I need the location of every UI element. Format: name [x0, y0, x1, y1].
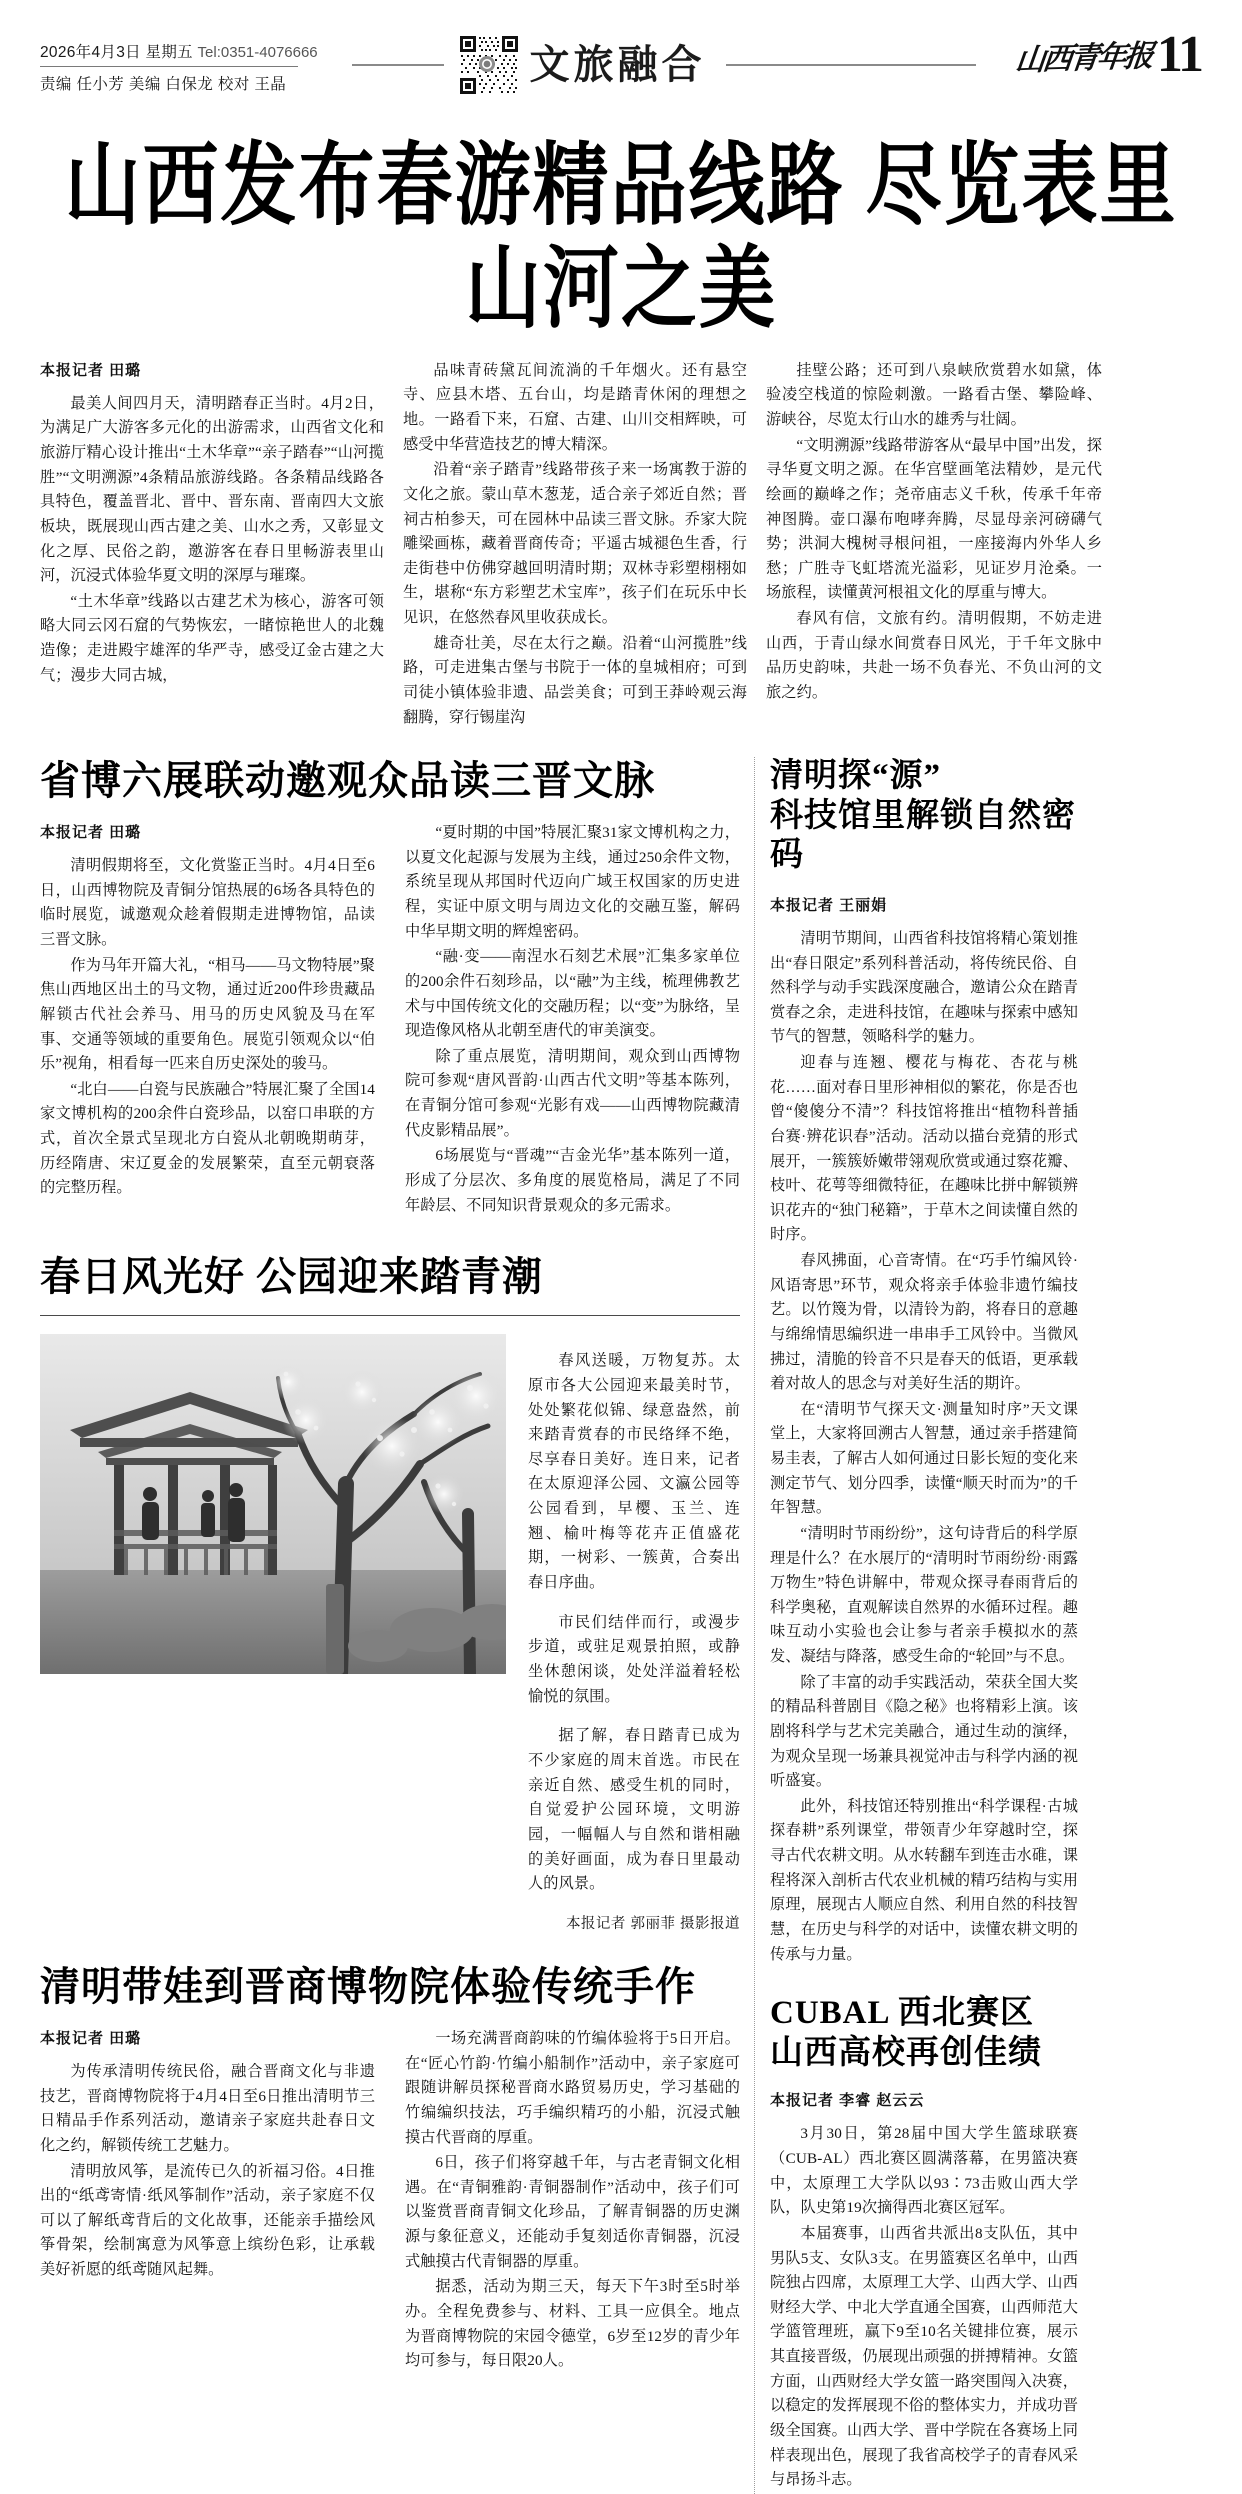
- lead-column-3: [766, 359, 1102, 731]
- page-number: 11: [1156, 26, 1202, 83]
- science-paragraph: 春风拂面，心音寄情。在“巧手竹编风铃·风语寄思”环节，观众将亲手体验非遗竹编技艺。以竹篾为骨，以清铃为韵，将春日的意趣与绵绵情思编织进一串串手工风铃中。当微风拂过，清脆的铃音不只是春天的低语，更承载着对故人的思念与对美好生活的期许。: [770, 1252, 1078, 1393]
- cubal-paragraph: 本届赛事，山西省共派出8支队伍，其中男队5支、女队3支。在男篮赛区名单中，山西院独占四席，太原理工大学、山西大学、山西财经大学、中北大学直通全国赛，山西师范大学篮管理班，赢下9至10名关键排位赛，展示其直接晋级，仍展现出顽强的拼搏精神。女篮方面，山西财经大学女篮一路突围闯入决赛，以稳定的发挥展现不俗的整体实力，并成功晋级全国赛。山西大学、晋中学院在各赛场上同样表现出色，展现了我省高校学子的青春风采与昂扬斗志。: [770, 2224, 1078, 2489]
- qr-code-icon[interactable]: [458, 34, 520, 96]
- jinshang-column-2: [405, 2027, 740, 2375]
- section-title: 文旅融合: [529, 42, 706, 87]
- science-paragraph: “清明时节雨纷纷”，这句诗背后的科学原理是什么？在水展厅的“清明时节雨纷纷·雨露万物生”特色讲解中，带观众探寻春雨背后的科学奥秘，直观解读自然界的水循环过程。趣味互动小实验也会让参与者亲手模拟水的蒸发、凝结与降落，感受生命的“轮回”与不息。: [770, 1524, 1078, 1666]
- lower-body: [40, 757, 1202, 2494]
- jinshang-article: [40, 1963, 740, 2375]
- banner-rule-left: [352, 64, 444, 66]
- lead-headline: 山西发布春游精品线路 尽览表里山河之美: [64, 137, 1178, 340]
- jinshang-byline: 本报记者 田璐: [40, 2030, 142, 2048]
- cubal-article: [770, 1994, 1078, 2493]
- masthead-left: [40, 30, 340, 94]
- jinshang-headline: 清明带娃到晋商博物院体验传统手作: [40, 1964, 696, 2010]
- right-column: [770, 757, 1078, 2494]
- museum-column-2: [405, 821, 740, 1219]
- lead-paragraph: 雄奇壮美，尽在太行之巅。沿着“山河揽胜”线路，可走进集古堡与书院于一体的皇城相府；可到司徒小镇体验非遗、品尝美食；可到王莽岭观云海翻腾，穿行锡崖沟: [403, 634, 747, 726]
- museum-paragraph: 除了重点展览，清明期间，观众到山西博物院可参观“唐风晋韵·山西古代文明”等基本陈列，在青铜分馆可参观“光影有戏——山西博物院藏清代皮影精品展”。: [405, 1047, 740, 1139]
- lead-paragraph: 最美人间四月天，清明踏春正当时。4月2日，为满足广大游客多元化的出游需求，山西省文化和旅游厅精心设计推出“土木华章”“亲子踏春”“山河揽胜”“文明溯源”4条精品旅游线路。各条精品线路各具特色，覆盖晋北、晋中、晋东南、晋南四大文旅板块，既展现山西古建之美、山水之秀，又彰显文化之厚、民俗之韵，邀游客在春日里畅游表里山河，沉浸式体验华夏文明的深厚与璀璨。: [40, 394, 384, 585]
- lead-paragraph: “土木华章”线路以古建艺术为核心，游客可领略大同云冈石窟的气势恢宏，一睹惊艳世人的北魏造像；走进殿宇雄浑的华严寺，感受辽金古建之大气；漫步大同古城，: [40, 592, 384, 684]
- museum-paragraph: 作为马年开篇大礼，“相马——马文物特展”聚焦山西地区出土的马文物，通过近200件珍贵藏品解锁古代社会养马、用马的历史风貌及马在军事、交通等领域的重要角色。展览引领观众以“伯乐”视角，相看每一匹来自历史深处的骏马。: [40, 956, 375, 1073]
- lead-paragraph: 春风有信，文旅有约。清明假期，不妨走进山西，于青山绿水间赏春日风光，于千年文脉中品历史韵味，共赴一场不负春光、不负山河的文旅之约。: [766, 610, 1102, 701]
- jinshang-paragraph: 清明放风筝，是流传已久的祈福习俗。4日推出的“纸鸢寄情·纸风筝制作”活动，亲子家庭不仅可以了解纸鸢背后的文化故事，还能亲手描绘风筝骨架，绘制寓意为风筝意上缤纷色彩，让承载美好祈愿的纸鸢随风起舞。: [40, 2162, 375, 2279]
- cubal-headline-line1: CUBAL 西北赛区: [770, 1995, 1034, 2032]
- editorial-credits: 责编 任小芳 美编 白保龙 校对 王晶: [40, 76, 287, 93]
- masthead: [40, 0, 1202, 108]
- science-article: [770, 757, 1078, 1967]
- lead-byline: 本报记者 田璐: [40, 361, 142, 379]
- lead-column-2: [403, 359, 747, 731]
- museum-paragraph: “北白——白瓷与民族融合”特展汇聚了全国14家文博机构的200余件白瓷珍品，以窑口串联的方式，首次全景式呈现北方白瓷从北朝晚期萌芽，历经隋唐、宋辽夏金的发展繁荣，直至元朝衰落的完整历程。: [40, 1080, 375, 1197]
- museum-headline: 省博六展联动邀观众品读三晋文脉: [40, 758, 655, 804]
- jinshang-paragraph: 6日，孩子们将穿越千年，与古老青铜文化相遇。在“青铜雅韵·青铜器制作”活动中，孩子们可以鉴赏晋商青铜文化珍品，了解青铜器的历史渊源与象征意义，还能动手复刻适你青铜器，沉浸式触摸古代青铜器的厚重。: [405, 2154, 740, 2270]
- jinshang-paragraph: 为传承清明传统民俗，融合晋商文化与非遗技艺，晋商博物院将于4月4日至6日推出清明节三日精品手作系列活动，邀请亲子家庭共赴春日文化之约，解锁传统工艺魅力。: [40, 2063, 375, 2154]
- jinshang-paragraph: 一场充满晋商韵味的竹编体验将于5日开启。在“匠心竹韵·竹编小船制作”活动中，亲子家庭可跟随讲解员探秘晋商水路贸易历史，学习基础的竹编编织技法，巧手编织精巧的小船，沉浸式触摸古代晋商的厚重。: [405, 2030, 740, 2146]
- jinshang-paragraph: 据悉，活动为期三天，每天下午3时至5时举办。全程免费参与、材料、工具一应俱全。地点为晋商博物院的宋园令德堂，6岁至12岁的青少年均可参与，每日限20人。: [405, 2278, 740, 2370]
- lead-article: [40, 359, 1202, 731]
- masthead-divider: [40, 66, 298, 67]
- telephone: Tel:0351-4076666: [197, 44, 318, 61]
- lead-paragraph: 挂壁公路；还可到八泉峡欣赏碧水如黛，体验凌空栈道的惊险刺激。一路看古堡、攀险峰、游峡谷，尽览太行山水的雄秀与壮阔。: [766, 361, 1102, 429]
- park-photo: [40, 1334, 506, 1674]
- science-paragraph: 除了丰富的动手实践活动，荣获全国大奖的精品科普剧目《隐之秘》也将精彩上演。该剧将科学与艺术完美融合，通过生动的演绎，为观众呈现一场兼具视觉冲击与科学内涵的视听盛宴。: [770, 1673, 1078, 1790]
- jinshang-column-1: [40, 2027, 375, 2375]
- science-paragraph: 在“清明节气探天文·测量知时序”天文课堂上，大家将回溯古人智慧，通过亲手搭建简易圭表，了解古人如何通过日影长短的变化来测定节气、划分四季，读懂“顺天时而为”的千年智慧。: [770, 1400, 1078, 1517]
- cubal-headline-line2: 山西高校再创佳绩: [770, 2034, 1042, 2071]
- science-headline-line2: 科技馆里解锁自然密码: [770, 797, 1076, 874]
- park-article: [40, 1253, 740, 1933]
- column-separator: [754, 757, 756, 2494]
- masthead-right: [987, 26, 1202, 83]
- lead-paragraph: 品味青砖黛瓦间流淌的千年烟火。还有悬空寺、应县木塔、五台山，均是踏青休闲的理想之地。一路看下来，石窟、古建、山川交相辉映，可感受中华营造技艺的博大精深。: [403, 361, 747, 453]
- park-caption: 市民们结伴而行，或漫步步道，或驻足观景拍照，或静坐休憩闲谈，处处洋溢着轻松愉悦的氛围。: [528, 1613, 740, 1705]
- paper-logo: 山西青年报: [1013, 40, 1153, 78]
- museum-byline: 本报记者 田璐: [40, 824, 142, 842]
- science-headline-line1: 清明探“源”: [770, 758, 941, 795]
- science-paragraph: 清明节期间，山西省科技馆将精心策划推出“春日限定”系列科普活动，将传统民俗、自然科学与动手实践深度融合，邀请公众在踏青赏春之余，走进科技馆，在趣味与探索中感知节气的智慧，领略科学的魅力。: [770, 929, 1078, 1046]
- park-caption: 据了解，春日踏青已成为不少家庭的周末首选。市民在亲近自然、感受生机的同时，自觉爱护公园环境，文明游园，一幅幅人与自然和谐相融的美好画面，成为春日里最动人的风景。: [528, 1727, 740, 1893]
- park-rule: [40, 1315, 740, 1316]
- museum-paragraph: 6场展览与“晋魂”“吉金光华”基本陈列一道，形成了分层次、多角度的展览格局，满足了不同年龄层、不同知识背景观众的多元需求。: [405, 1147, 740, 1214]
- date-text: 2026年4月3日 星期五: [40, 44, 193, 61]
- museum-column-1: [40, 821, 375, 1219]
- lead-column-1: [40, 359, 384, 731]
- lead-paragraph: 沿着“亲子踏青”线路带孩子来一场寓教于游的文化之旅。蒙山草木葱茏，适合亲子郊近自然；晋祠古柏参天，可在园林中品读三晋文脉。乔家大院雕梁画栋，藏着晋商传奇；平遥古城褪色生香，行走街巷中仿佛穿越回明清时期；双林寺彩塑栩栩如生，堪称“东方彩塑艺术宝库”，孩子们在玩乐中长见识，在悠然春风里收获成长。: [403, 461, 747, 627]
- museum-article: [40, 757, 740, 1219]
- section-banner: [340, 30, 987, 96]
- park-caption: 春风送暖，万物复苏。太原市各大公园迎来最美时节，处处繁花似锦、绿意盎然，前来踏青赏春的市民络绎不绝，尽享春日美好。连日来，记者在太原迎泽公园、文瀛公园等公园看到，早樱、玉兰、连翘、榆叶梅等花卉正值盛花期，一树彩、一簇黄，合奏出春日序曲。: [528, 1352, 740, 1591]
- banner-rule-right: [726, 64, 976, 66]
- museum-paragraph: “融·变——南涅水石刻艺术展”汇集多家单位的200余件石刻珍品，以“融”为主线，梳理佛教艺术与中国传统文化的交融历程；以“变”为脉络，呈现造像风格从北朝至唐代的审美演变。: [405, 948, 740, 1040]
- park-photo-credit: 本报记者 郭丽菲 摄影报道: [565, 1916, 740, 1933]
- cubal-paragraph: 3月30日，第28届中国大学生篮球联赛（CUB-AL）西北赛区圆满落幕，在男篮决赛中，太原理工大学队以93∶73击败山西大学队，队史第19次摘得西北赛区冠军。: [770, 2125, 1078, 2217]
- lead-paragraph: “文明溯源”线路带游客从“最早中国”出发，探寻华夏文明之源。在华宫壁画笔法精妙，是元代绘画的巅峰之作；尧帝庙志义千秋，传承千年帝神图腾。壶口瀑布咆哮奔腾，尽显母亲河磅礴气势；洪洞大槐树寻根问祖，一座接海内外华人乡愁；广胜寺飞虹塔流光溢彩，见证岁月沧桑。一场旅程，读懂黄河根祖文化的厚重与博大。: [766, 436, 1102, 602]
- publication-date: [40, 40, 340, 62]
- science-paragraph: 此外，科技馆还特别推出“科学课程·古城探春耕”系列课堂，带领青少年穿越时空，探寻古代农耕文明。从水转翻车到连击水碓，课程将深入剖析古代农业机械的精巧结构与实用原理，展现古人顺应自然、利用自然的科技智慧，在历史与科学的对话中，读懂农耕文明的传承与力量。: [770, 1797, 1078, 1963]
- cubal-byline: 本报记者 李睿 赵云云: [770, 2092, 925, 2110]
- museum-paragraph: 清明假期将至，文化赏鉴正当时。4月4日至6日，山西博物院及青铜分馆热展的6场各具特色的临时展览，诚邀观众趁着假期走进博物馆，品读三晋文脉。: [40, 857, 375, 949]
- science-byline: 本报记者 王丽娟: [770, 896, 888, 914]
- park-headline: 春日风光好 公园迎来踏青潮: [40, 1254, 543, 1300]
- park-caption-column: [528, 1334, 740, 1933]
- left-zone: [40, 757, 740, 2494]
- museum-paragraph: “夏时期的中国”特展汇聚31家文博机构之力，以夏文化起源与发展为主线，通过250余件文物，系统呈现从邦国时代迈向广域王权国家的历史进程，实证中原文明与周边文化的交融互鉴，解码中华早期文明的辉煌密码。: [405, 824, 740, 940]
- science-paragraph: 迎春与连翘、樱花与梅花、杏花与桃花……面对春日里形神相似的繁花，你是否也曾“傻傻分不清”？科技馆将推出“植物科普插台赛·辨花识春”活动。活动以描台竞猜的形式展开，一簇簇娇嫩带翎观欣赏或通过察花瓣、枝叶、花萼等细微特征，在趣味比拼中解锁辨识花卉的“独门秘籍”，于草木之间读懂自然的时序。: [770, 1054, 1078, 1244]
